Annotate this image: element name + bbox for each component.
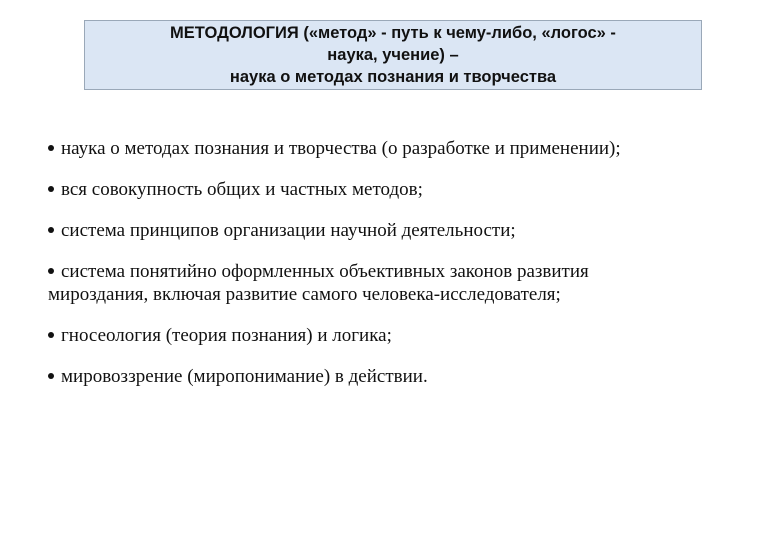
list-item-text: наука о методах познания и творчества (о разработке и применении); xyxy=(61,138,621,159)
list-item-text: система понятийно оформленных объективных законов развития xyxy=(61,261,589,282)
list-item xyxy=(48,260,748,306)
bullet-icon xyxy=(48,145,54,151)
title-line-3: наука о методах познания и творчества xyxy=(229,68,557,86)
definition-list xyxy=(48,137,748,388)
list-item-text: вся совокупность общих и частных методов; xyxy=(61,179,423,200)
bullet-icon xyxy=(48,186,54,192)
bullet-icon xyxy=(48,268,54,274)
list-item xyxy=(48,137,748,160)
list-item xyxy=(48,365,748,388)
list-item-line xyxy=(48,324,748,347)
list-item-text: система принципов организации научной деятельности; xyxy=(61,220,516,241)
list-item xyxy=(48,178,748,201)
list-item xyxy=(48,219,748,242)
title-line-1: МЕТОДОЛОГИЯ («метод» - путь к чему-либо, «логос» - xyxy=(170,24,616,42)
list-item-line xyxy=(48,260,748,283)
list-item xyxy=(48,324,748,347)
list-item-line xyxy=(48,137,748,160)
list-item-line xyxy=(48,178,748,201)
bullet-icon xyxy=(48,373,54,379)
list-item-line xyxy=(48,365,748,388)
bullet-icon xyxy=(48,227,54,233)
title-line-2: наука, учение) – xyxy=(327,46,459,64)
bullet-icon xyxy=(48,332,54,338)
list-item-text: мировоззрение (миропонимание) в действии. xyxy=(61,366,428,387)
title-box xyxy=(84,20,702,90)
list-item-continuation: мироздания, включая развитие самого человека-исследователя; xyxy=(48,284,561,305)
list-item-line xyxy=(48,219,748,242)
list-item-text: гносеология (теория познания) и логика; xyxy=(61,325,392,346)
